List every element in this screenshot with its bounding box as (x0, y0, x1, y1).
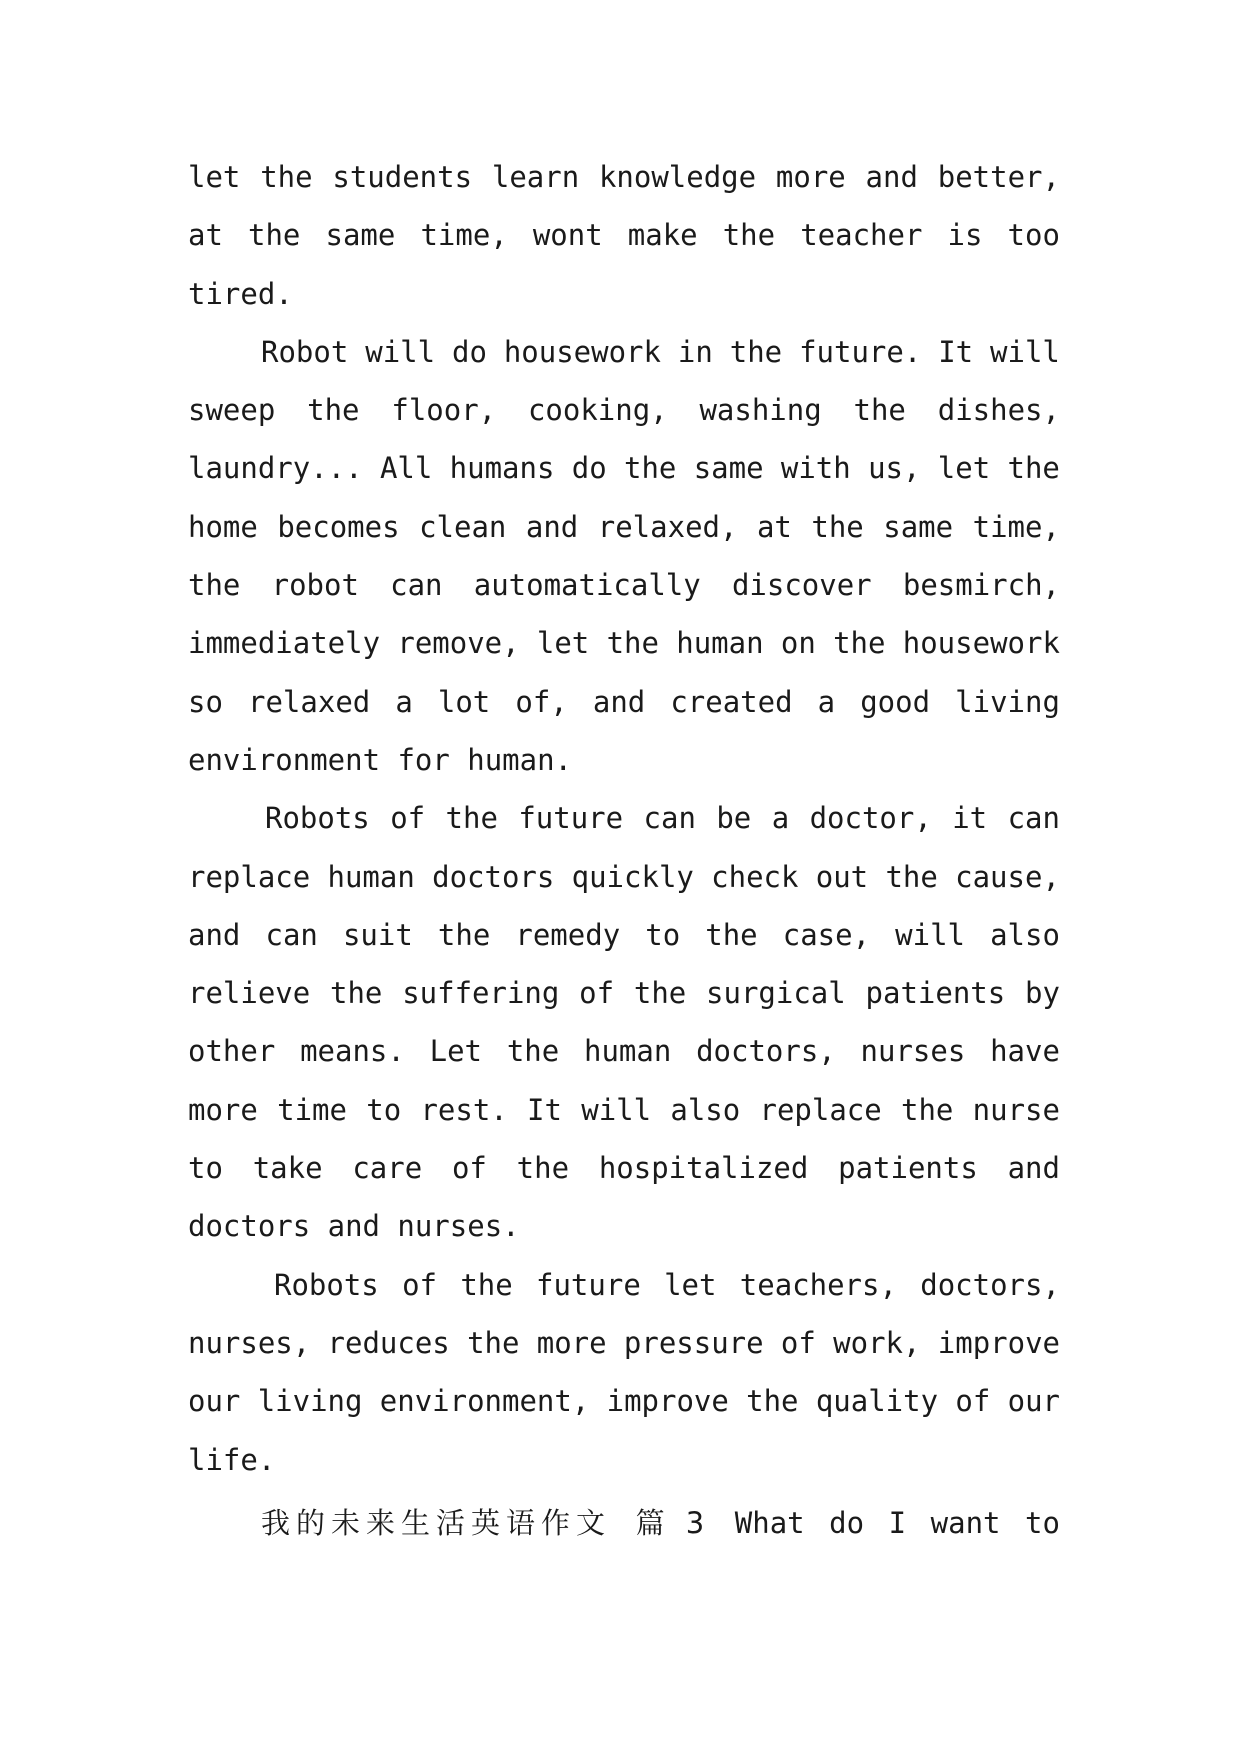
word: quickly (571, 859, 694, 894)
word: can (1007, 801, 1060, 836)
text-line (188, 160, 1060, 218)
word: remove, (397, 626, 520, 661)
word: I (888, 1505, 907, 1540)
word: by (1025, 976, 1060, 1011)
word: Robots (274, 1267, 379, 1302)
text-line (188, 1093, 1060, 1151)
word: let (536, 626, 590, 661)
word: future (536, 1267, 641, 1302)
word: also (990, 917, 1060, 952)
text-line (188, 626, 1060, 684)
word: can (643, 801, 696, 836)
word: wont (532, 218, 603, 253)
text-line (188, 860, 1060, 918)
text-line (188, 918, 1060, 976)
word: human (676, 626, 764, 661)
word: do (452, 334, 487, 369)
word: rest. (420, 1092, 508, 1127)
word: time, (972, 509, 1060, 544)
word: automatically (473, 568, 701, 603)
word: of (955, 1384, 991, 1419)
word: the (606, 626, 659, 661)
word: nurses. (397, 1209, 520, 1244)
word: a (395, 684, 413, 719)
word: suffering (402, 976, 560, 1011)
word: housework (902, 626, 1060, 661)
word: for (397, 742, 450, 777)
word: of (579, 976, 615, 1011)
word: Robots (265, 801, 370, 836)
word: the (467, 1325, 520, 1360)
word: of (402, 1267, 437, 1302)
word: knowledge (598, 160, 757, 194)
word: the (853, 393, 906, 428)
word: take (252, 1151, 323, 1186)
word: the (330, 976, 383, 1011)
text-line (188, 451, 1060, 509)
word: at (188, 218, 223, 253)
word: out (815, 859, 869, 894)
word: good (860, 684, 931, 719)
text-line (188, 335, 1060, 393)
word: have (990, 1034, 1060, 1069)
word: more (536, 1325, 607, 1360)
word: more (775, 160, 846, 194)
word: the (885, 859, 938, 894)
word: hospitalized (598, 1151, 809, 1186)
text-line (188, 685, 1060, 743)
word: of (390, 801, 426, 836)
word: clean (419, 509, 507, 544)
word: the (746, 1384, 799, 1419)
word: nurse (972, 1092, 1060, 1127)
word: housework (503, 334, 661, 369)
word: sweep (188, 393, 276, 428)
word: and (865, 160, 918, 194)
word: let (937, 451, 991, 486)
word: home (188, 509, 258, 544)
word: future (518, 801, 624, 836)
word: it (952, 801, 988, 836)
word: of (780, 1325, 816, 1360)
word: want (930, 1505, 1001, 1540)
text-line (188, 1151, 1060, 1209)
word: with (780, 451, 851, 486)
word: dishes, (937, 393, 1060, 428)
text-line (188, 1209, 1060, 1267)
word: the (506, 1034, 560, 1069)
text-line (188, 218, 1060, 276)
word: patients (865, 976, 1006, 1011)
word: the (729, 334, 783, 369)
word: on (780, 626, 816, 661)
word: let (188, 160, 241, 194)
word: the (1007, 451, 1060, 486)
word: time (277, 1092, 347, 1127)
text-line (188, 1443, 1060, 1501)
text-line (188, 568, 1060, 626)
word: improve (606, 1384, 729, 1419)
text-line (188, 393, 1060, 451)
word: What (734, 1505, 805, 1540)
text-line (188, 1326, 1060, 1384)
word: also (670, 1092, 741, 1127)
word: will (581, 1092, 652, 1127)
word: quality (815, 1384, 939, 1419)
word: life. (188, 1442, 276, 1477)
word: and (327, 1209, 380, 1244)
text-line (188, 1034, 1060, 1092)
section-number: 篇 3 (635, 1505, 711, 1540)
word: the (188, 568, 241, 603)
word: us, (868, 451, 921, 486)
word: replace (759, 1092, 882, 1127)
word: is (947, 218, 983, 253)
word: human. (467, 742, 572, 777)
word: more (188, 1092, 258, 1127)
word: same (693, 451, 764, 486)
word: can (265, 917, 318, 952)
word: do (571, 451, 607, 486)
word: replace (188, 859, 311, 894)
text-line (188, 1268, 1060, 1326)
word: cooking, (527, 393, 668, 428)
word: pressure (623, 1325, 764, 1360)
word: our (188, 1384, 241, 1419)
word: better, (937, 160, 1060, 194)
word: to (188, 1151, 223, 1186)
word: besmirch, (902, 568, 1060, 603)
word: check (711, 859, 799, 894)
word: the (833, 626, 886, 661)
word: suit (342, 917, 413, 952)
word: and (592, 684, 646, 719)
word: time, (420, 218, 508, 253)
word: humans (449, 451, 555, 486)
word: and (188, 917, 241, 952)
word: other (188, 1034, 276, 1069)
word: let (664, 1267, 717, 1302)
word: doctor, (809, 801, 932, 836)
word: be (716, 801, 752, 836)
word: doctors, (696, 1034, 836, 1069)
word: laundry... (188, 451, 363, 486)
word: will (990, 334, 1060, 369)
word: becomes (277, 509, 400, 544)
word: environment (188, 742, 381, 777)
word: can (390, 568, 443, 603)
word: future. (799, 334, 922, 369)
word: lot (437, 684, 491, 719)
word: the (260, 160, 313, 194)
paragraph (188, 1268, 1060, 1501)
word: human (583, 1034, 672, 1069)
word: the (307, 393, 360, 428)
document-body (188, 160, 1060, 1559)
essay-title: 我的未来生活英语作文 (261, 1505, 612, 1540)
word: All (379, 451, 433, 486)
word: doctors (188, 1209, 311, 1244)
word: care (352, 1151, 423, 1186)
word: doctors, (920, 1267, 1060, 1302)
word: the (516, 1151, 570, 1186)
word: at (756, 509, 792, 544)
word: robot (271, 568, 359, 603)
text-line (188, 1384, 1060, 1442)
word: reduces (327, 1325, 450, 1360)
word: of, (515, 684, 568, 719)
word: to (366, 1092, 402, 1127)
word: the (460, 1267, 513, 1302)
word: the (901, 1092, 954, 1127)
word: and (1007, 1151, 1060, 1186)
word: do (829, 1505, 865, 1540)
word: immediately (188, 626, 381, 661)
word: the (633, 976, 687, 1011)
word: of (451, 1151, 487, 1186)
word: the (445, 801, 498, 836)
word: teacher (800, 218, 923, 253)
word: work, (833, 1325, 921, 1360)
word: It (527, 1092, 562, 1127)
word: to (1025, 1505, 1060, 1540)
word: the (722, 218, 776, 253)
word: created (670, 684, 793, 719)
word: same (883, 509, 954, 544)
word: washing (699, 393, 822, 428)
text-line (188, 743, 1060, 801)
word: teachers, (739, 1267, 897, 1302)
word: discover (731, 568, 872, 603)
paragraph (188, 801, 1060, 1267)
text-line (188, 976, 1060, 1034)
word: same (325, 218, 396, 253)
word: will (895, 917, 965, 952)
word: will (365, 334, 436, 369)
paragraph (188, 335, 1060, 801)
word: a (817, 684, 836, 719)
word: patients (838, 1151, 978, 1186)
word: our (1007, 1384, 1060, 1419)
paragraph (188, 160, 1060, 335)
word: It (938, 334, 974, 369)
word: doctors (432, 859, 555, 894)
word: the (248, 218, 301, 253)
word: in (677, 334, 713, 369)
word: Robot (261, 334, 349, 369)
word: nurses (860, 1034, 966, 1069)
word: a (771, 801, 790, 836)
word: too (1007, 218, 1060, 253)
word: means. (300, 1034, 405, 1069)
word: surgical (706, 976, 846, 1011)
word: the (811, 509, 864, 544)
word: cause, (955, 859, 1060, 894)
word: nurses, (188, 1325, 311, 1360)
word: the (705, 917, 758, 952)
text-line (188, 510, 1060, 568)
word: living (955, 684, 1060, 719)
section-heading (188, 1501, 1060, 1559)
word: environment, (379, 1384, 590, 1419)
word: tired. (188, 276, 293, 311)
word: floor, (391, 393, 497, 428)
word: relaxed (248, 684, 371, 719)
word: the (437, 917, 491, 952)
word: learn (491, 160, 580, 194)
word: relaxed, (597, 509, 738, 544)
word: living (257, 1384, 363, 1419)
text-line (188, 277, 1060, 335)
word: case, (782, 917, 871, 952)
word: students (332, 160, 473, 194)
word: so (188, 684, 223, 719)
word: the (624, 451, 677, 486)
word: human (327, 859, 415, 894)
text-line (188, 801, 1060, 859)
word: to (645, 917, 681, 952)
word: and (525, 509, 579, 544)
word: remedy (515, 917, 621, 952)
word: relieve (188, 976, 311, 1011)
word: make (627, 218, 698, 253)
word: improve (937, 1325, 1060, 1360)
word: Let (429, 1034, 483, 1069)
